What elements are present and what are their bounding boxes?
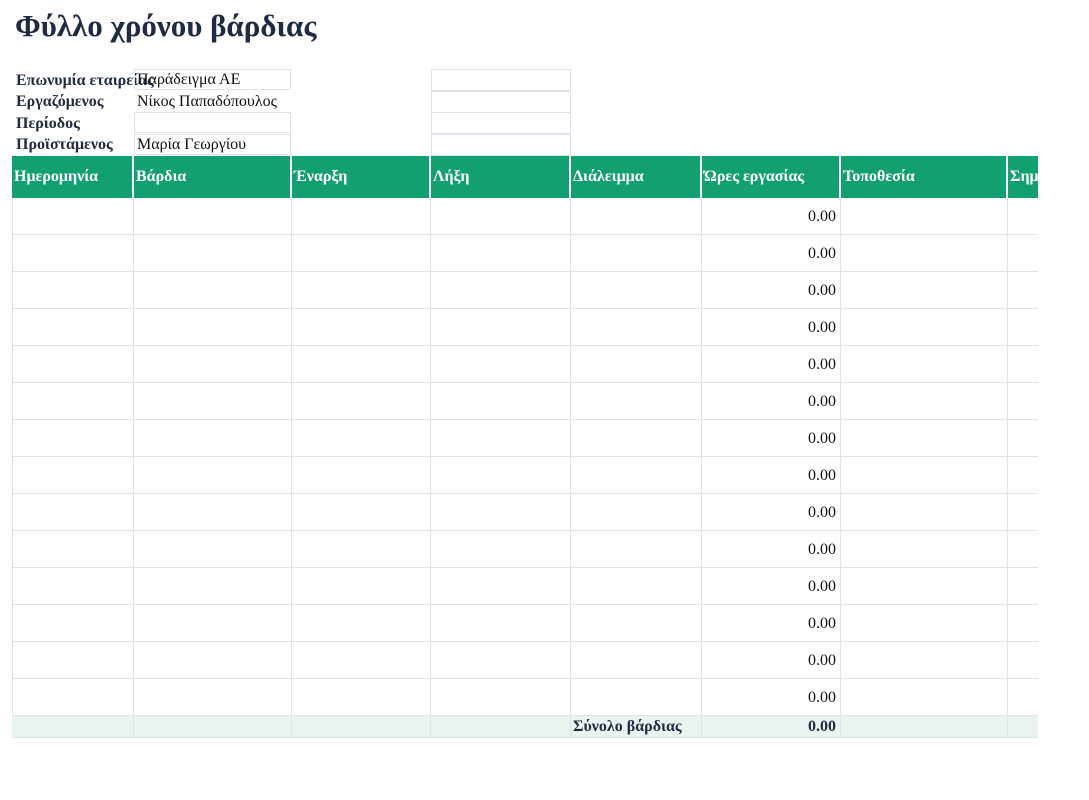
end-cell[interactable] <box>431 568 571 605</box>
end-cell[interactable] <box>431 383 571 420</box>
shift-cell[interactable] <box>134 531 292 568</box>
side-cell[interactable] <box>431 134 571 156</box>
hours-cell[interactable]: 0.00 <box>702 679 841 716</box>
hours-cell[interactable]: 0.00 <box>702 272 841 309</box>
supervisor-field[interactable]: Μαρία Γεωργίου <box>134 134 291 155</box>
date-cell[interactable] <box>12 198 134 235</box>
start-cell[interactable] <box>292 235 431 272</box>
location-cell[interactable] <box>841 383 1008 420</box>
break-cell[interactable] <box>571 235 702 272</box>
date-cell[interactable] <box>12 457 134 494</box>
date-cell[interactable] <box>12 642 134 679</box>
location-cell[interactable] <box>841 679 1008 716</box>
table-cell[interactable] <box>1008 716 1038 738</box>
date-cell[interactable] <box>12 568 134 605</box>
hours-cell[interactable]: 0.00 <box>702 383 841 420</box>
notes-cell[interactable] <box>1008 420 1038 457</box>
notes-cell[interactable] <box>1008 272 1038 309</box>
location-cell[interactable] <box>841 494 1008 531</box>
location-cell[interactable] <box>841 568 1008 605</box>
end-cell[interactable] <box>431 346 571 383</box>
employee-label: Εργαζόμενος <box>16 93 104 110</box>
date-cell[interactable] <box>12 679 134 716</box>
end-cell[interactable] <box>431 679 571 716</box>
location-cell[interactable] <box>841 309 1008 346</box>
date-cell[interactable] <box>12 346 134 383</box>
side-cell[interactable] <box>431 91 571 113</box>
break-cell[interactable] <box>571 531 702 568</box>
location-cell[interactable] <box>841 457 1008 494</box>
break-cell[interactable] <box>571 198 702 235</box>
location-cell[interactable] <box>841 198 1008 235</box>
start-cell[interactable] <box>292 568 431 605</box>
period-label: Περίοδος <box>16 115 80 132</box>
location-cell[interactable] <box>841 642 1008 679</box>
end-cell[interactable] <box>431 420 571 457</box>
end-cell[interactable] <box>431 457 571 494</box>
start-cell[interactable] <box>292 457 431 494</box>
location-cell[interactable] <box>841 531 1008 568</box>
shift-cell[interactable] <box>134 309 292 346</box>
location-cell[interactable] <box>841 235 1008 272</box>
company-label: Επωνυμία εταιρείας <box>16 72 154 89</box>
break-cell[interactable] <box>571 679 702 716</box>
break-cell[interactable] <box>571 420 702 457</box>
end-cell[interactable] <box>431 272 571 309</box>
notes-cell[interactable] <box>1008 346 1038 383</box>
location-cell[interactable] <box>841 272 1008 309</box>
end-cell[interactable] <box>431 605 571 642</box>
start-cell[interactable] <box>292 309 431 346</box>
start-cell[interactable] <box>292 346 431 383</box>
hours-cell[interactable]: 0.00 <box>702 494 841 531</box>
break-cell[interactable] <box>571 309 702 346</box>
header-end[interactable]: Λήξη <box>431 156 571 198</box>
hours-cell[interactable]: 0.00 <box>702 605 841 642</box>
shift-cell[interactable] <box>134 198 292 235</box>
date-cell[interactable] <box>12 420 134 457</box>
break-cell[interactable] <box>571 568 702 605</box>
header-break[interactable]: Διάλειμμα <box>571 156 702 198</box>
break-cell[interactable] <box>571 457 702 494</box>
end-cell[interactable] <box>431 235 571 272</box>
date-cell[interactable] <box>12 235 134 272</box>
date-cell[interactable] <box>12 309 134 346</box>
start-cell[interactable] <box>292 420 431 457</box>
side-cell[interactable] <box>431 112 571 134</box>
location-cell[interactable] <box>841 420 1008 457</box>
header-notes[interactable]: Σημειώσεις <box>1008 156 1038 198</box>
shift-cell[interactable] <box>134 457 292 494</box>
end-cell[interactable] <box>431 198 571 235</box>
table-cell[interactable] <box>841 716 1008 738</box>
table-cell[interactable] <box>431 716 571 738</box>
shift-cell[interactable] <box>134 642 292 679</box>
start-cell[interactable] <box>292 531 431 568</box>
notes-cell[interactable] <box>1008 605 1038 642</box>
notes-cell[interactable] <box>1008 383 1038 420</box>
shift-cell[interactable] <box>134 346 292 383</box>
company-field[interactable]: Παράδειγμα ΑΕ <box>134 69 291 90</box>
table-cell[interactable] <box>12 716 134 738</box>
break-cell[interactable] <box>571 642 702 679</box>
start-cell[interactable] <box>292 494 431 531</box>
header-shift[interactable]: Βάρδια <box>134 156 292 198</box>
shift-cell[interactable] <box>134 420 292 457</box>
shift-cell[interactable] <box>134 605 292 642</box>
start-cell[interactable] <box>292 642 431 679</box>
employee-field[interactable]: Νίκος Παπαδόπουλος <box>137 93 277 110</box>
notes-cell[interactable] <box>1008 309 1038 346</box>
header-start[interactable]: Έναρξη <box>292 156 431 198</box>
supervisor-label: Προϊστάμενος <box>16 136 113 153</box>
shift-cell[interactable] <box>134 568 292 605</box>
start-cell[interactable] <box>292 679 431 716</box>
header-date[interactable]: Ημερομηνία <box>12 156 134 198</box>
hours-cell[interactable]: 0.00 <box>702 309 841 346</box>
header-hours[interactable]: Ώρες εργασίας <box>702 156 841 198</box>
hours-cell[interactable]: 0.00 <box>702 420 841 457</box>
start-cell[interactable] <box>292 198 431 235</box>
date-cell[interactable] <box>12 531 134 568</box>
date-cell[interactable] <box>12 605 134 642</box>
notes-cell[interactable] <box>1008 568 1038 605</box>
end-cell[interactable] <box>431 642 571 679</box>
date-cell[interactable] <box>12 272 134 309</box>
break-cell[interactable] <box>571 605 702 642</box>
hours-cell[interactable]: 0.00 <box>702 642 841 679</box>
total-hours-value: 0.00 <box>702 716 841 738</box>
date-cell[interactable] <box>12 494 134 531</box>
location-cell[interactable] <box>841 605 1008 642</box>
hours-cell[interactable]: 0.00 <box>702 346 841 383</box>
notes-cell[interactable] <box>1008 235 1038 272</box>
hours-cell[interactable]: 0.00 <box>702 531 841 568</box>
header-location[interactable]: Τοποθεσία <box>841 156 1008 198</box>
start-cell[interactable] <box>292 383 431 420</box>
end-cell[interactable] <box>431 531 571 568</box>
start-cell[interactable] <box>292 605 431 642</box>
notes-cell[interactable] <box>1008 679 1038 716</box>
break-cell[interactable] <box>571 272 702 309</box>
date-cell[interactable] <box>12 383 134 420</box>
hours-cell[interactable]: 0.00 <box>702 198 841 235</box>
hours-cell[interactable]: 0.00 <box>702 235 841 272</box>
break-cell[interactable] <box>571 346 702 383</box>
table-cell[interactable] <box>134 716 292 738</box>
shift-cell[interactable] <box>134 272 292 309</box>
notes-cell[interactable] <box>1008 198 1038 235</box>
hours-cell[interactable]: 0.00 <box>702 568 841 605</box>
shift-cell[interactable] <box>134 235 292 272</box>
start-cell[interactable] <box>292 272 431 309</box>
end-cell[interactable] <box>431 309 571 346</box>
shift-cell[interactable] <box>134 494 292 531</box>
hours-cell[interactable]: 0.00 <box>702 457 841 494</box>
side-cell[interactable] <box>431 69 571 91</box>
location-cell[interactable] <box>841 346 1008 383</box>
period-field[interactable] <box>134 112 291 133</box>
shift-cell[interactable] <box>134 383 292 420</box>
notes-cell[interactable] <box>1008 642 1038 679</box>
sheet-title: Φύλλο χρόνου βάρδιας <box>15 8 317 43</box>
break-cell[interactable] <box>571 383 702 420</box>
shift-cell[interactable] <box>134 679 292 716</box>
notes-cell[interactable] <box>1008 494 1038 531</box>
notes-cell[interactable] <box>1008 457 1038 494</box>
total-label: Σύνολο βάρδιας <box>571 716 702 738</box>
table-cell[interactable] <box>292 716 431 738</box>
break-cell[interactable] <box>571 494 702 531</box>
notes-cell[interactable] <box>1008 531 1038 568</box>
end-cell[interactable] <box>431 494 571 531</box>
